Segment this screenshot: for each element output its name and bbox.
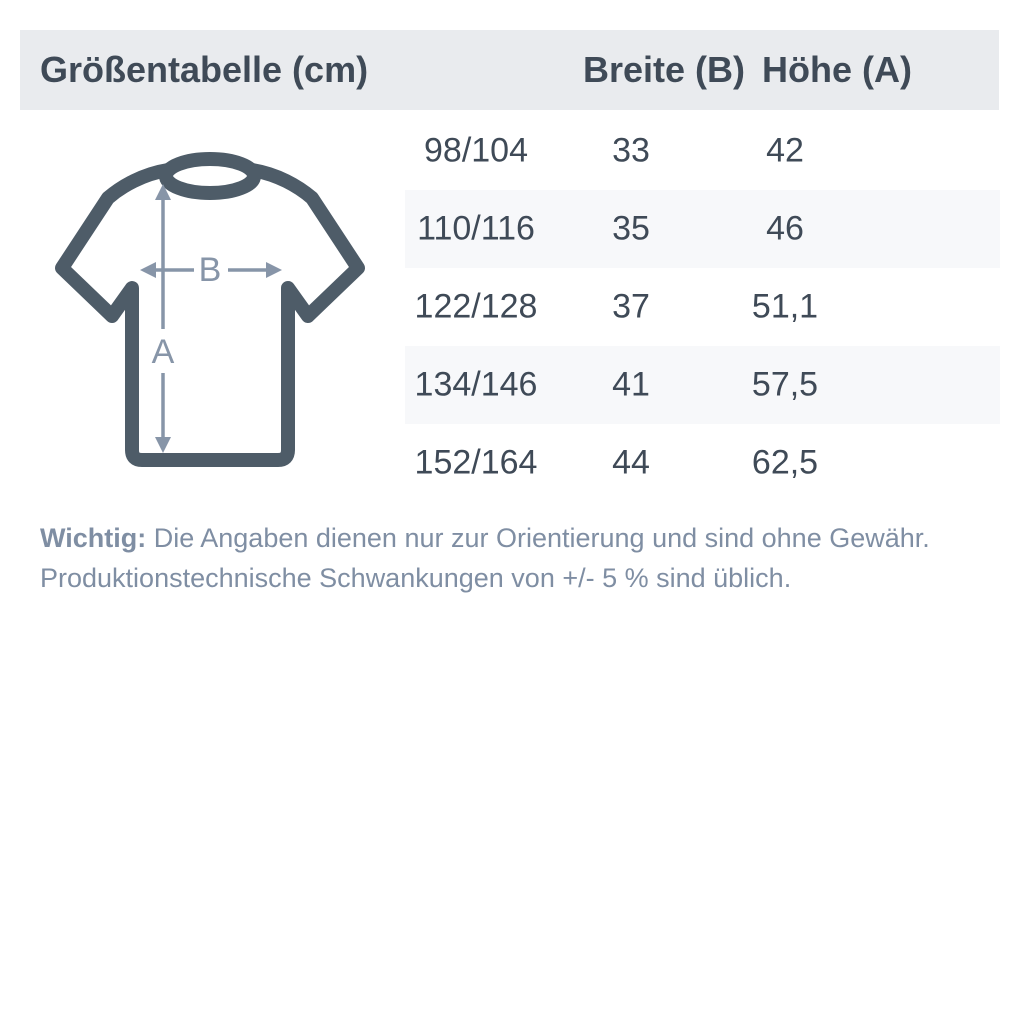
height-cell: 62,5 [751,443,819,482]
disclaimer-line2: Produktionstechnische Schwankungen von +/- 5 % sind üblich. [40,563,792,593]
height-cell: 57,5 [751,365,819,404]
disclaimer-note [40,518,990,598]
table-header [20,30,999,110]
height-arrow-label: A [151,333,175,371]
size-cell: 110/116 [417,209,535,248]
size-cell: 122/128 [414,287,538,326]
height-cell: 46 [766,209,804,248]
width-cell: 44 [612,443,650,482]
size-cell: 152/164 [414,443,538,482]
width-cell: 41 [612,365,650,404]
column-header-height: Höhe (A) [762,49,912,90]
tshirt-outline-icon [62,159,358,460]
width-cell: 37 [612,287,650,326]
table-row [405,346,1000,424]
page-title: Größentabelle (cm) [40,49,369,90]
size-cell: 98/104 [424,131,528,170]
width-cell: 33 [612,131,650,170]
collar-icon [166,159,254,193]
table-row [405,112,1000,190]
disclaimer-line1: Die Angaben dienen nur zur Orientierung und sind ohne Gewähr. [146,523,930,553]
table-row [405,190,1000,268]
disclaimer-label: Wichtig: [40,523,147,553]
height-cell: 42 [766,131,804,170]
width-arrow-label: B [198,251,222,289]
width-cell: 35 [612,209,650,248]
table-row [405,268,1000,346]
size-cell: 134/146 [414,365,538,404]
column-header-width: Breite (B) [582,49,746,90]
table-row [405,424,1000,502]
tshirt-diagram-icon [48,146,368,484]
height-cell: 51,1 [751,287,819,326]
